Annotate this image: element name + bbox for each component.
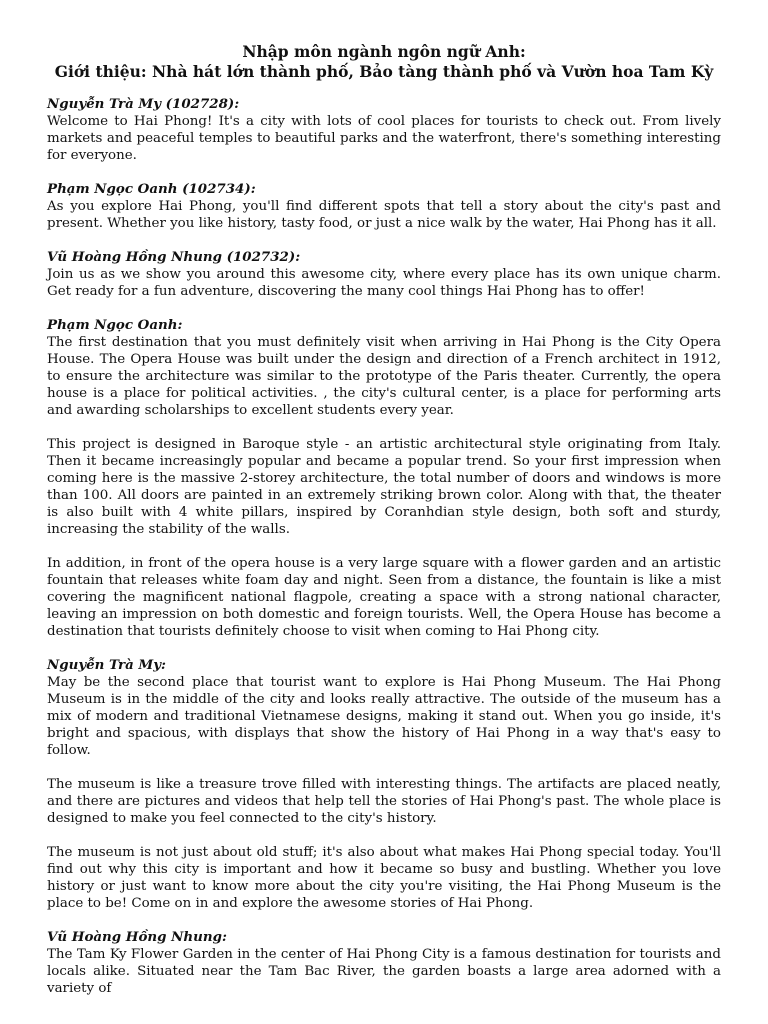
speaker-name: Vũ Hoàng Hồng Nhung:	[47, 929, 227, 945]
speaker-name: Vũ Hoàng Hồng Nhung (102732):	[47, 249, 301, 265]
section-museum	[47, 657, 721, 912]
title-line-2: Giới thiệu: Nhà hát lớn thành phố, Bảo tàng thành phố và Vườn hoa Tam Kỳ	[54, 62, 714, 81]
paragraph: Welcome to Hai Phong! It's a city with lots of cool places for tourists to check out. From lively markets and peaceful temples to beautiful parks and the waterfront, there's something interesting for everyone.	[47, 114, 721, 163]
speaker-name: Nguyễn Trà My:	[47, 657, 166, 673]
paragraph: The museum is like a treasure trove filled with interesting things. The artifacts are placed neatly, and there are pictures and videos that help tell the stories of Hai Phong's past. The whole place is designed to make you feel connected to the city's history.	[47, 777, 721, 826]
paragraph: This project is designed in Baroque style - an artistic architectural style originating from Italy. Then it became increasingly popular and became a popular trend. So your first impression when coming here is the massive 2-storey architecture, the total number of doors and windows is more than 100. All doors are painted in an extremely striking brown color. Along with that, the theater is also built with 4 white pillars, inspired by Coranhdian style design, both soft and sturdy, increasing the stability of the walls.	[47, 437, 721, 537]
section-intro-ngoc-oanh	[47, 181, 721, 232]
document-title	[47, 42, 721, 82]
section-flower-garden	[47, 929, 721, 997]
paragraph: In addition, in front of the opera house is a very large square with a flower garden and an artistic fountain that releases white foam day and night. Seen from a distance, the fountain is like a mist covering the magnificent national flagpole, creating a space with a strong national character, leaving an impression on both domestic and foreign tourists. Well, the Opera House has become a destination that tourists definitely choose to visit when coming to Hai Phong city.	[47, 556, 721, 639]
speaker-name: Phạm Ngọc Oanh:	[47, 317, 183, 333]
speaker-name: Phạm Ngọc Oanh (102734):	[47, 181, 256, 197]
paragraph: As you explore Hai Phong, you'll find different spots that tell a story about the city's past and present. Whether you like history, tasty food, or just a nice walk by the water, Hai Phong has it all.	[47, 199, 721, 231]
document-page	[47, 42, 721, 1014]
paragraph: The Tam Ky Flower Garden in the center of Hai Phong City is a famous destination for tourists and locals alike. Situated near the Tam Bac River, the garden boasts a large area adorned with a variety of	[47, 947, 721, 996]
speaker-name: Nguyễn Trà My (102728):	[47, 96, 240, 112]
paragraph: Join us as we show you around this awesome city, where every place has its own unique charm. Get ready for a fun adventure, discovering the many cool things Hai Phong has to offer!	[47, 267, 721, 299]
paragraph: The museum is not just about old stuff; it's also about what makes Hai Phong special today. You'll find out why this city is important and how it became so busy and bustling. Whether you love history or just want to know more about the city you're visiting, the Hai Phong Museum is the place to be! Come on in and explore the awesome stories of Hai Phong.	[47, 845, 721, 911]
paragraph: May be the second place that tourist want to explore is Hai Phong Museum. The Hai Phong Museum is in the middle of the city and looks really attractive. The outside of the museum has a mix of modern and traditional Vietnamese designs, making it stand out. When you go inside, it's bright and spacious, with displays that show the history of Hai Phong in a way that's easy to follow.	[47, 675, 721, 758]
section-intro-tra-my	[47, 96, 721, 164]
section-opera-house	[47, 317, 721, 640]
section-intro-hong-nhung	[47, 249, 721, 300]
paragraph: The first destination that you must definitely visit when arriving in Hai Phong is the City Opera House. The Opera House was built under the design and direction of a French architect in 1912, to ensure the architecture was similar to the prototype of the Paris theater. Currently, the opera house is a place for political activities. , the city's cultural center, is a place for performing arts and awarding scholarships to excellent students every year.	[47, 335, 721, 418]
title-line-1: Nhập môn ngành ngôn ngữ Anh:	[242, 42, 526, 61]
